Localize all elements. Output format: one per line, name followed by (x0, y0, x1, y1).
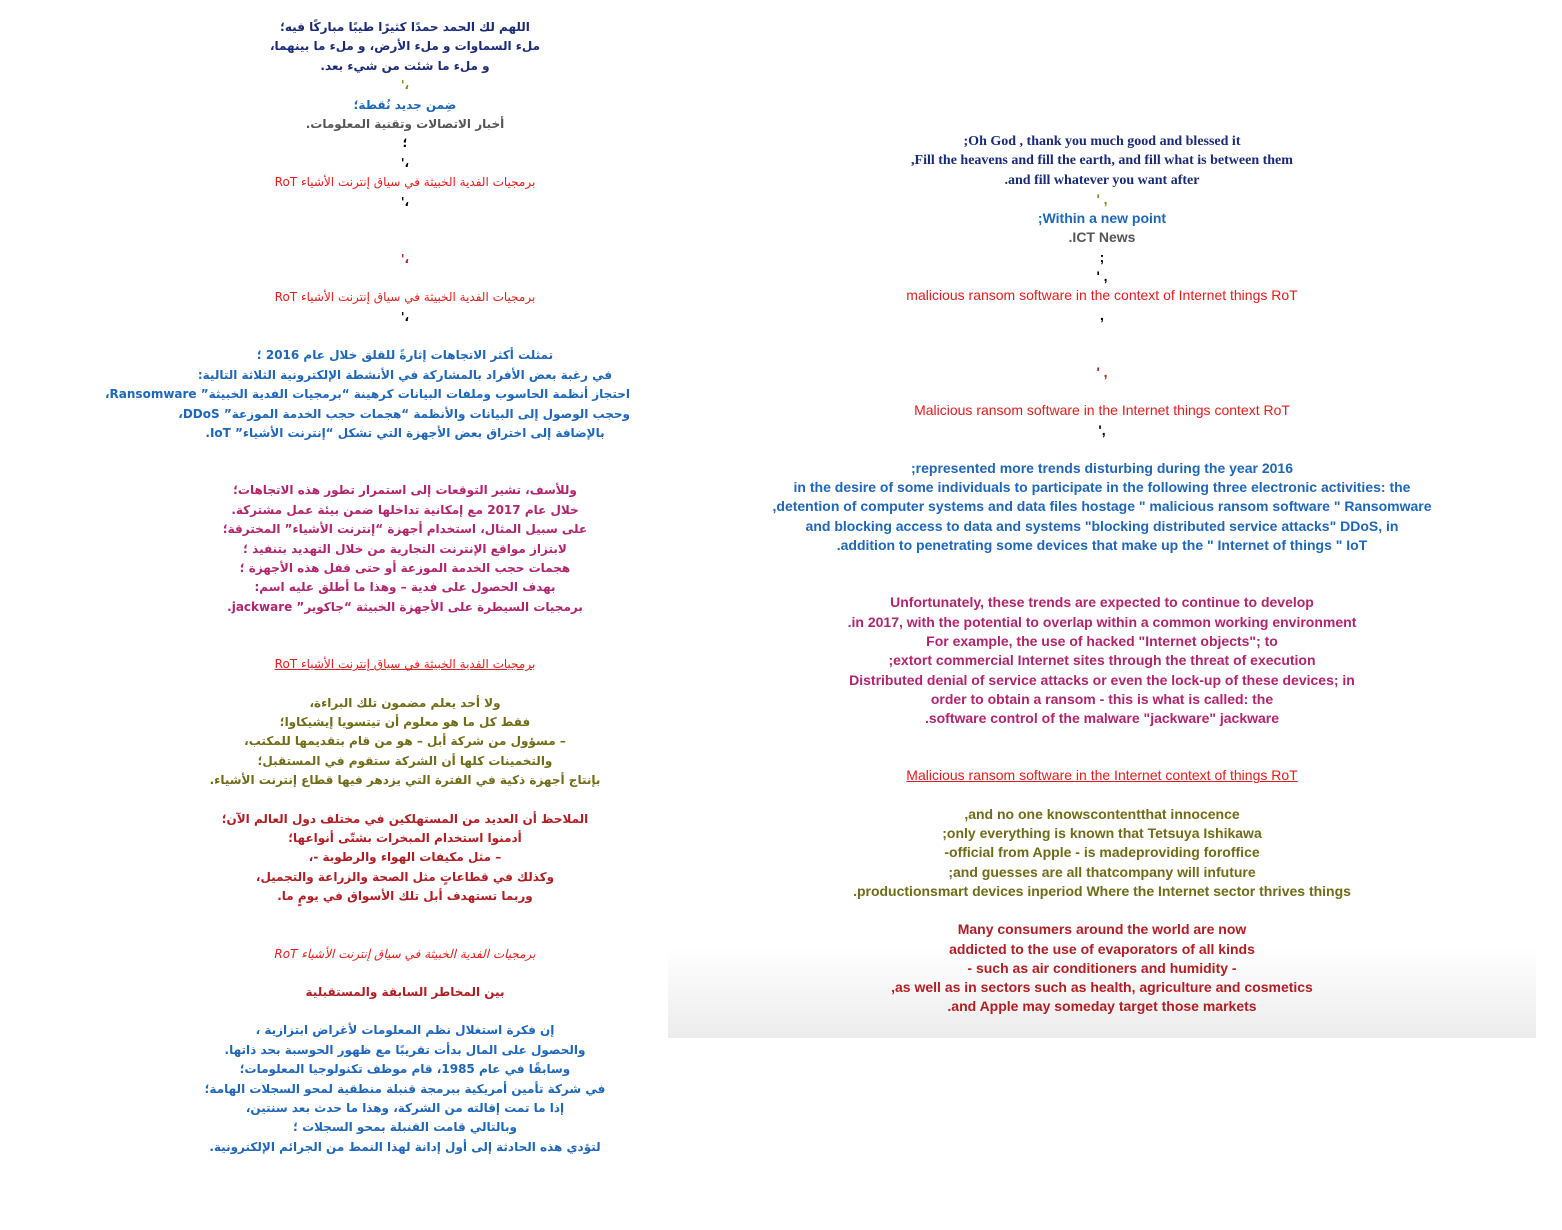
arabic-idea (180, 1021, 630, 1157)
text-line: ;extort commercial Internet sites through the threat of execution (888, 652, 1316, 669)
text-line: addicted to the use of evaporators of all kinds (949, 940, 1255, 957)
section-title-link[interactable]: Malicious ransom software in the Internet context of things RoT (906, 767, 1298, 784)
text-line: ملء السماوات و ملء الأرض، و ملء ما بينهما، (269, 39, 541, 54)
arabic-innocence (180, 694, 630, 791)
text-line: بالإضافة إلى اختراق بعض الأجهزة التي تشكل “إنترنت الأشياء” IoT. (205, 425, 605, 440)
text-line: و ملء ما شئت من شيء بعد. (320, 58, 490, 73)
text-line: الملاحظ أن العديد من المستهلكين في مختلف دول العالم الآن؛ (221, 811, 589, 826)
text-line: اللهم لك الحمد حمدًا كثيرًا طيبًا مباركًا فيه؛ (280, 20, 530, 34)
text-line: ;Oh God , thank you much good and blessed it (963, 134, 1241, 149)
text-line: .and fill whatever you want after (1004, 172, 1200, 188)
text-line: ,as well as in sectors such as health, agriculture and cosmetics (891, 979, 1313, 996)
comma-mark: ' , (1096, 363, 1108, 380)
text-line: لتؤدي هذه الحادثة إلى أول إدانة لهذا النمط من الجرائم الإلكترونية. (209, 1139, 601, 1154)
text-line: in the desire of some individuals to participate in the following three electronic activities: the (793, 479, 1411, 496)
semicolon-mark: ؛ (402, 136, 408, 151)
text-line: وربما تستهدف أبل تلك الأسواق في يومٍ ما. (277, 889, 533, 904)
comma-mark: ' , (1096, 190, 1108, 207)
section-title: malicious ransom software in the context of Internet things RoT (906, 287, 1298, 304)
arabic-consumers (180, 810, 630, 907)
text-line: على سبيل المثال، استخدام أجهزة “إنترنت الأشياء” المخترقة؛ (222, 522, 588, 537)
arabic-intro (180, 18, 630, 76)
comma-mark: ،' (400, 78, 410, 93)
section-title: Malicious ransom software in the Internet things context RoT (914, 402, 1290, 419)
english-unfortunately (668, 593, 1536, 728)
text-line: أدمنوا استخدام المبخرات بشتّى أنواعها؛ (288, 831, 522, 845)
text-line: ولا أحد يعلم مضمون تلك البراءة، (309, 695, 501, 710)
text-line: Many consumers around the world are now (957, 921, 1247, 938)
text-line: ;represented more trends disturbing during the year 2016 (911, 459, 1293, 476)
text-line: .software control of the malware "jackware" jackware (924, 710, 1280, 727)
text-line: والتخمينات كلها أن الشركة ستقوم في المستقبل؛ (257, 753, 553, 768)
text-line: وللأسف، تشير التوقعات إلى استمرار تطور هذه الاتجاهات؛ (233, 483, 577, 498)
section-title: برمجيات الفدية الخبيثة في سياق إنترنت الأشياء RoT (274, 175, 536, 190)
text-line: and blocking access to data and systems "blocking distributed service attacks" DDoS, in (805, 517, 1399, 534)
text-line: هجمات حجب الخدمة الموزعة أو حتى قفل هذه الأجهزة ؛ (239, 560, 571, 575)
subheading: بين المخاطر السابقة والمستقبلية (305, 985, 505, 1000)
english-innocence (668, 805, 1536, 901)
text-line: وسابقًا في عام 1985، قام موظف تكنولوجيا المعلومات؛ (239, 1062, 571, 1077)
text-line: For example, the use of hacked "Internet objects"; to (926, 632, 1278, 649)
english-consumers (668, 920, 1536, 1016)
text-line: بإنتاج أجهزة ذكية في الفترة التي يزدهر فيها قطاع إنترنت الأشياء. (209, 773, 601, 788)
section-title: برمجيات الفدية الخبيثة في سياق إنترنت الأشياء RoT (274, 946, 536, 961)
comma-mark: ،' (400, 309, 410, 324)
text-line: خلال عام 2017 مع إمكانية تداخلها ضمن بيئة عمل مشتركة. (231, 502, 579, 517)
text-line: والحصول على المال بدأت تقريبًا مع ظهور الحوسبة بحد ذاتها. (224, 1042, 586, 1057)
text-line: order to obtain a ransom - this is what is called: the (930, 690, 1274, 707)
text-line: برمجيات السيطرة على الأجهزة الخبيثة “جاكوير” jackware. (227, 599, 583, 614)
text-line: .and Apple may someday target those markets (947, 998, 1257, 1015)
news-line: أخبار الاتصالات وتقنية المعلومات. (305, 117, 505, 132)
text-line: وبالتالي قامت القنبلة بمحو السجلات ؛ (293, 1120, 517, 1135)
text-line: ,detention of computer systems and data files hostage " malicious ransom software " Ransomware (772, 498, 1432, 515)
text-line: احتجاز أنظمة الحاسوب وملفات البيانات كرهينة “برمجيات الفدية الخبيثة” Ransomware، (104, 387, 630, 402)
semicolon-mark: ; (1099, 248, 1105, 265)
text-line: .in 2017, with the potential to overlap within a common working environment (847, 613, 1357, 630)
text-line: Distributed denial of service attacks or even the lock-up of these devices; in (849, 671, 1355, 688)
text-line: إذا ما تمت إقالته من الشركة، وهذا ما حدث بعد سنتين، (245, 1101, 565, 1116)
text-line: ;and guesses are all thatcompany will infuture (948, 863, 1256, 880)
arabic-column (104, 18, 630, 1157)
text-line: Unfortunately, these trends are expected to continue to develop (890, 594, 1314, 611)
text-line: ,and no one knowscontentthat innocence (964, 805, 1240, 822)
text-line: في رغبة بعض الأفراد بالمشاركة في الأنشطة الإلكترونية الثلاثة التالية: (197, 367, 613, 382)
comma-mark: ،' (400, 155, 410, 170)
text-line: وحجب الوصول إلى البيانات والأنظمة “هجمات حجب الخدمة الموزعة” DDoS، (178, 406, 630, 421)
comma-mark: ', (1098, 421, 1106, 438)
section-title-link[interactable]: برمجيات الفدية الخبيثة في سياق إنترنت الأشياء RoT (274, 657, 536, 672)
text-line: لابتزاز مواقع الإنترنت التجارية من خلال التهديد بتنفيذ ؛ (243, 541, 567, 556)
text-line: ,Fill the heavens and fill the earth, and fill what is between them (911, 153, 1293, 169)
text-line: تمثلت أكثر الاتجاهات إثارةً للقلق خلال عام 2016 ؛ (256, 348, 554, 363)
text-line: وكذلك في قطاعاتٍ مثل الصحة والزراعة والتجميل، (255, 869, 555, 884)
arabic-unfortunately (180, 481, 630, 617)
text-line: – مثل مكيفات الهواء والرطوبة -، (308, 850, 502, 865)
text-line: – مسؤول من شركة أبل – هو من قام بتقديمها للمكتب، (244, 734, 566, 749)
arabic-trends (104, 346, 630, 443)
comma-mark: ' , (1096, 268, 1108, 285)
text-line: .productionsmart devices inperiod Where the Internet sector thrives things (853, 882, 1351, 899)
text-line: في شركة تأمين أمريكية ببرمجة قنبلة منطقية لمحو السجلات الهامة؛ (204, 1081, 606, 1096)
comma-mark: , (1100, 306, 1104, 323)
text-line: إن فكرة استغلال نظم المعلومات لأغراض ابتزازية ، (255, 1023, 555, 1038)
comma-mark: ،' (400, 194, 410, 209)
comma-mark: ،' (400, 252, 410, 267)
section-title: برمجيات الفدية الخبيثة في سياق إنترنت الأشياء RoT (274, 290, 536, 305)
within-line: ;Within a new point (1037, 210, 1167, 227)
text-line: - such as air conditioners and humidity - (967, 959, 1237, 976)
text-line: بهدف الحصول على فدية – وهذا ما أطلق عليه اسم: (254, 580, 556, 595)
within-line: ضِمن جديد نُقطة؛ (353, 97, 457, 112)
english-intro (668, 132, 1536, 190)
english-column (668, 132, 1536, 1038)
text-line: .addition to penetrating some devices that make up the " Internet of things " IoT (836, 537, 1368, 554)
text-line: فقط كل ما هو معلوم أن تيتسويا إيشيكاوا؛ (279, 714, 531, 729)
text-line: ;only everything is known that Tetsuya Ishikawa (942, 825, 1262, 842)
text-line: -official from Apple - is madeproviding foroffice (944, 844, 1260, 861)
news-line: .ICT News (1068, 229, 1136, 246)
english-trends (668, 459, 1536, 555)
